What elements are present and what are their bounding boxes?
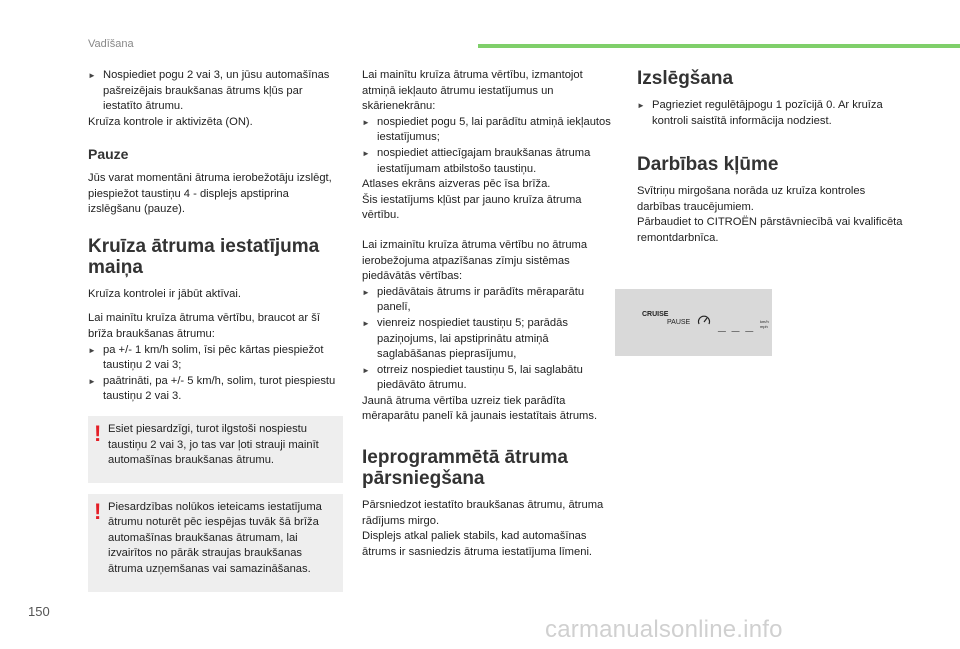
change-heading: Kruīza ātruma iestatījuma maiņa [88, 235, 320, 278]
sign-bullet-3: ► otrreiz nospiediet taustiņu 5, lai saglabātu piedāvāto ātrumu. [362, 363, 617, 394]
column-right [637, 68, 907, 247]
watermark: carmanualsonline.info [545, 616, 783, 643]
change-bullet-1: ► pa +/- 1 km/h solim, īsi pēc kārtas piespiežot taustiņu 2 vai 3; [88, 343, 343, 374]
column-left [88, 68, 343, 592]
warning-icon: ! [94, 498, 102, 524]
pause-heading: Pauze [88, 146, 129, 163]
warning-text-1: Esiet piesardzīgi, turot ilgstoši nospiestu taustiņu 2 vai 3, jo tas var ļoti strauji mainīt automašīnas braukšanas ātrumu. [108, 422, 319, 467]
warning-icon: ! [94, 420, 102, 446]
fault-heading: Darbības kļūme [637, 154, 779, 176]
intro-bullet: ► Nospiediet pogu 2 vai 3, un jūsu automašīnas pašreizējais braukšanas ātrums kļūs par iestatīto ātrumu. [88, 68, 343, 115]
warning-box-1 [88, 416, 343, 483]
memory-bullet-1: ► nospiediet pogu 5, lai parādītu atmiņā iekļautos iestatījumus; [362, 115, 617, 146]
sign-recognition-intro: Lai izmainītu kruīza ātruma vērtību no ātruma ierobežojuma atpazīšanas zīmju sistēmas piedāvātās vērtības: [362, 238, 588, 283]
column-middle [362, 68, 617, 560]
header-title: Vadīšana [88, 38, 134, 50]
speedometer-icon [697, 314, 711, 326]
change-paragraph-1: Kruīza kontrolei ir jābūt aktīvai. [88, 287, 241, 300]
memory-bullet-2: ► nospiediet attiecīgajam braukšanas ātruma iestatījumam atbilstošo taustiņu. [362, 146, 617, 177]
change-bullet-2: ► paātrināti, pa +/- 5 km/h, solim, turot piespiestu taustiņu 2 vai 3. [88, 374, 343, 405]
memory-new-value-text: Šis iestatījums kļūst par jauno kruīza ātruma vērtību. [362, 193, 582, 222]
memory-close-text: Atlases ekrāns aizveras pēc īsa brīža. [362, 178, 551, 191]
warning-box-2 [88, 494, 343, 592]
sign-bullet-2: ► vienreiz nospiediet taustiņu 5; parādās paziņojums, lai apstiprinātu atmiņā saglabāšanas pieprasījumu, [362, 316, 617, 363]
page-number: 150 [28, 604, 50, 619]
fault-text-2: Pārbaudiet to CITROËN pārstāvniecībā vai kvalificēta remontdarbnīca. [637, 216, 903, 244]
overspeed-text-2: Displejs atkal paliek stabils, kad automašīnas ātrums ir sasniedzis ātruma iestatījuma līmeni. [362, 530, 593, 558]
off-heading: Izslēgšana [637, 68, 734, 89]
header-bar [478, 44, 960, 48]
dashboard-display-illustration [615, 289, 772, 356]
memory-intro: Lai mainītu kruīza ātruma vērtību, izmantojot atmiņā iekļauto ātrumu iestatījumus un skārienekrānu: [362, 69, 583, 113]
sign-result-text: Jaunā ātruma vērtība uzreiz tiek parādīta mēraparātu panelī kā jaunais iestatītais ātrums. [362, 394, 598, 423]
dashboard-unit: km/h mph [760, 319, 769, 329]
change-paragraph-2: Lai mainītu kruīza ātruma vērtību, braucot ar šī brīža braukšanas ātrumu: [88, 312, 320, 340]
sign-bullet-1: ► piedāvātais ātrums ir parādīts mēraparātu panelī, [362, 285, 617, 316]
fault-text-1: Svītriņu mirgošana norāda uz kruīza kontroles darbības traucējumiem. [637, 185, 866, 213]
pause-text: Jūs varat momentāni ātruma ierobežotāju izslēgt, piespiežot taustiņu 4 - displejs apstiprina izslēgšanu (pauze). [88, 171, 332, 216]
off-bullet: ► Pagrieziet regulētājpogu 1 pozīcijā 0. Ar kruīza kontroli saistītā informācija nodziest. [637, 98, 907, 129]
intro-text: Kruīza kontrole ir aktivizēta (ON). [88, 115, 253, 128]
overspeed-text-1: Pārsniedzot iestatīto braukšanas ātrumu, ātruma rādījums mirgo. [362, 499, 604, 527]
dashboard-speed-dashes: _ _ _ [718, 317, 755, 333]
warning-text-2: Piesardzības nolūkos ieteicams iestatījuma ātrumu noturēt pēc iespējas tuvāk šā brīža automašīnas braukšanas ātrumam, lai izvairītos no pārāk straujas braukšanas ātruma uzņemšanas vai samazināšanas. [108, 500, 322, 576]
dashboard-cruise-label: CRUISE [642, 311, 669, 318]
dashboard-pause-label: PAUSE [667, 319, 691, 326]
overspeed-heading: Ieprogrammētā ātruma pārsniegšana [362, 447, 568, 490]
